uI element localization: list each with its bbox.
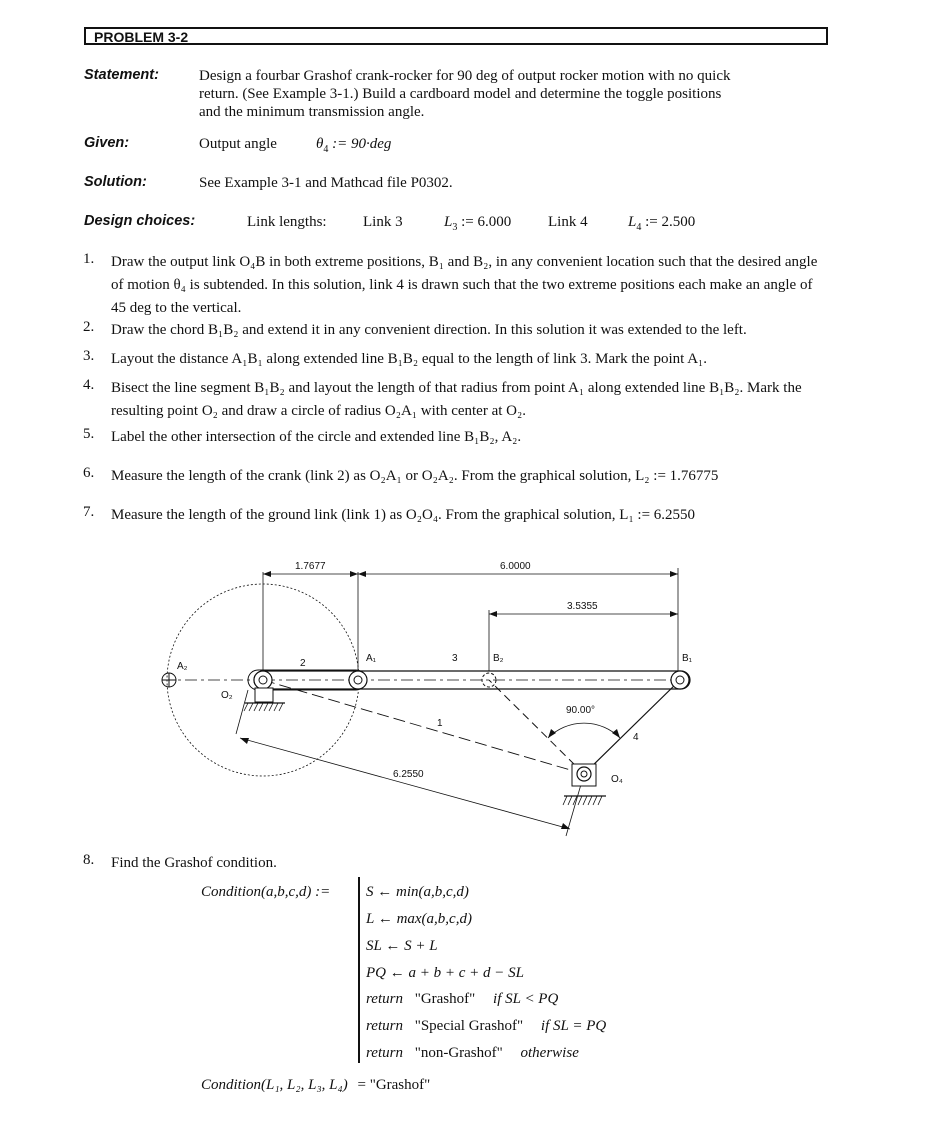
solution-label: Solution: (84, 174, 147, 190)
return-value: "Special Grashof" (414, 1018, 524, 1034)
design-label: Design choices: (84, 213, 196, 229)
result-line (201, 1077, 430, 1094)
label-a1: A₁ (366, 653, 377, 664)
given-expression (316, 135, 391, 159)
label-b1: B₁ (682, 653, 693, 664)
pivot-b1 (671, 671, 689, 689)
label-link4: 4 (633, 732, 639, 743)
ground-o4-hatch (563, 796, 602, 805)
program-line-2: L ← max(a,b,c,d) (366, 911, 472, 927)
statement-line-2: return. (See Example 3-1.) Build a cardboard model and determine the toggle positions (199, 86, 722, 102)
dim-ext-ground-o2 (236, 690, 248, 734)
arrow (263, 571, 271, 577)
linkage-figure (150, 548, 710, 848)
program-bar (358, 877, 360, 1063)
theta-symbol: θ (316, 136, 324, 152)
link4-b1 (584, 680, 680, 774)
angle-label: 90.00° (566, 705, 596, 716)
step-7-text: Measure the length of the ground link (link 1) as O₂O₄. From the graphical solution, L₁ := 6.2550 (111, 507, 696, 523)
program-definition: Condition(a,b,c,d) := (201, 884, 331, 900)
step-number-4: 4. (83, 377, 95, 393)
return-keyword: return (366, 1018, 403, 1034)
arrow (670, 611, 678, 617)
step-8-text: Find the Grashof condition. (111, 855, 277, 871)
label-a2: A₂ (177, 661, 188, 672)
pivot-o4 (577, 767, 591, 781)
arrow (350, 571, 358, 577)
return-value: "non-Grashof" (414, 1045, 503, 1061)
program-line-7 (366, 1045, 579, 1062)
link4-b2 (489, 680, 584, 774)
program-line-4: PQ ← a + b + c + d − SL (366, 965, 524, 981)
link3-label: Link 3 (363, 214, 403, 230)
arrow (240, 738, 249, 744)
L3-subscript: 3 (452, 222, 458, 233)
step-6-text: Measure the length of the crank (link 2) as O₂A₁ or O₂A₂. From the graphical solution, L₂ := 1.76775 (111, 468, 719, 484)
label-b2: B₂ (493, 653, 504, 664)
L4-symbol: L (628, 214, 637, 230)
problem-header (84, 27, 828, 45)
L3-symbol: L (444, 214, 453, 230)
given-value: := 90·deg (332, 136, 392, 152)
link4-label: Link 4 (548, 214, 588, 230)
step-number-5: 5. (83, 426, 95, 442)
dim-crank-label: 1.7677 (295, 561, 326, 572)
dim-ground-label: 6.2550 (393, 769, 424, 780)
result-expression: Condition(L₁, L₂, L₃, L₄) (201, 1077, 348, 1093)
return-condition: otherwise (520, 1045, 579, 1061)
link4-value (628, 213, 695, 237)
angle-arc (548, 723, 620, 738)
link3-value (444, 213, 511, 237)
dim-link3-label: 6.0000 (500, 561, 531, 572)
problem-title: PROBLEM 3-2 (94, 29, 189, 45)
arrow (358, 571, 366, 577)
theta-subscript: 4 (323, 144, 329, 155)
program-line-1: S ← min(a,b,c,d) (366, 884, 469, 900)
statement-label: Statement: (84, 67, 159, 83)
return-value: "Grashof" (414, 991, 476, 1007)
statement-line-3: and the minimum transmission angle. (199, 104, 425, 120)
step-number-6: 6. (83, 465, 95, 481)
return-condition: if SL < PQ (493, 991, 559, 1007)
result-value: = "Grashof" (357, 1077, 431, 1093)
step-number-3: 3. (83, 348, 95, 364)
label-link2: 2 (300, 658, 306, 669)
ground-o2-block (255, 688, 273, 702)
program-line-6 (366, 1018, 606, 1035)
return-keyword: return (366, 1045, 403, 1061)
return-keyword: return (366, 991, 403, 1007)
step-5-text: Label the other intersection of the circle and extended line B₁B₂, A₂. (111, 429, 522, 445)
link-lengths-label: Link lengths: (247, 214, 327, 230)
arrow (612, 729, 620, 738)
ground-o2-hatch (244, 703, 283, 711)
arrow (670, 571, 678, 577)
label-o4: O₄ (611, 774, 623, 785)
program-line-3: SL ← S + L (366, 938, 438, 954)
pivot-a1 (349, 671, 367, 689)
L4-value: := 2.500 (645, 214, 696, 230)
step-2-text: Draw the chord B₁B₂ and extend it in any convenient direction. In this solution it was extended to the left. (111, 322, 747, 338)
dim-line-ground (240, 738, 570, 829)
step-number-2: 2. (83, 319, 95, 335)
step-1-text: Draw the output link O₄B in both extreme positions, B₁ and B₂, in any convenient location such that the desired angle of motion θ₄ is subtended. In this solution, link 4 is drawn such that the two extreme positions each make an angle of 45 deg to the vertical. (111, 254, 818, 316)
arrow (548, 729, 556, 738)
step-number-8: 8. (83, 852, 95, 868)
arrow (489, 611, 497, 617)
given-text: Output angle (199, 136, 277, 152)
dim-half-label: 3.5355 (567, 601, 598, 612)
return-condition: if SL = PQ (540, 1018, 607, 1034)
statement-line-1: Design a fourbar Grashof crank-rocker for 90 deg of output rocker motion with no quick (199, 68, 731, 84)
pivot-o2 (254, 671, 272, 689)
label-o2: O₂ (221, 690, 233, 701)
label-link1: 1 (437, 718, 443, 729)
solution-text: See Example 3-1 and Mathcad file P0302. (199, 175, 453, 191)
step-number-1: 1. (83, 251, 95, 267)
step-number-7: 7. (83, 504, 95, 520)
label-link3: 3 (452, 653, 458, 664)
program-line-5 (366, 991, 558, 1008)
L3-value: := 6.000 (461, 214, 512, 230)
step-4-text: Bisect the line segment B₁B₂ and layout the length of that radius from point A₁ along extended line B₁B₂. Mark the resulting point O₂ and draw a circle of radius O₂A₁ with center at O₂. (111, 380, 802, 419)
L4-subscript: 4 (636, 222, 642, 233)
step-3-text: Layout the distance A₁B₁ along extended line B₁B₂ equal to the length of link 3. Mark the point A₁. (111, 351, 708, 367)
given-label: Given: (84, 135, 130, 151)
